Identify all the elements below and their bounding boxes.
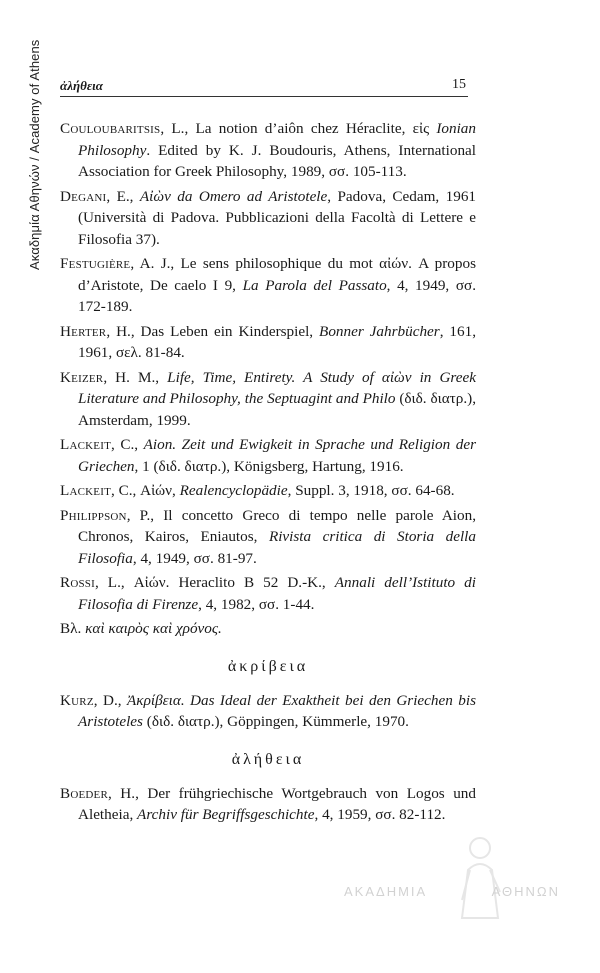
section-heading-aletheia: ἀλήθεια — [231, 750, 305, 768]
entry-title: Annali dell’Istituto di Filosofia di Firenze — [78, 574, 476, 613]
entry-title: Αἰὼν da Omero ad Aristotele — [139, 187, 328, 205]
bibliography-entry — [60, 505, 476, 570]
entry-group-aletheia — [60, 783, 476, 826]
entry-details: , 4, 1959, σσ. 82-112. — [314, 806, 446, 823]
entry-author: Festugière — [60, 255, 131, 272]
entry-title: La Parola del Passato — [242, 276, 387, 294]
entry-author: Keizer — [60, 368, 104, 386]
entry-author: Lackeit — [60, 436, 112, 453]
bibliography-entry — [60, 253, 476, 318]
entry-title: Ionian Philosophy — [78, 120, 476, 159]
entry-text: , H., Der frühgriechische Wortgebrauch von Logos und Aletheia, — [78, 784, 476, 823]
entry-details: (διδ. διατρ.), Amsterdam, 1999. — [78, 390, 476, 429]
entry-details: , Padova, Cedam, 1961 (Università di Padova. Pubblicazioni della Facoltà di Lettere e Filosofia 37). — [78, 187, 477, 248]
entry-title: Aion. Zeit und Ewigkeit in Sprache und Religion der Griechen — [78, 436, 476, 475]
bibliography-entry — [60, 480, 476, 502]
entry-author: Couloubaritsis — [60, 120, 161, 137]
bibliography-entry — [60, 783, 476, 826]
bibliography-entry — [60, 690, 476, 733]
bibliography-entry — [60, 321, 476, 364]
entry-author: Rossi — [60, 574, 95, 591]
see-also-terms: καὶ καιρὸς καὶ χρόνος. — [85, 620, 222, 637]
section-heading-akribeia: ἀκρίβεια — [227, 657, 309, 675]
entry-title: Ἀκρίβεια. Das Ideal der Exaktheit bei den Griechen bis Aristoteles — [78, 691, 476, 730]
entry-author: Degani — [60, 187, 107, 205]
watermark-word-2: ΑΘΗΝΩΝ — [491, 884, 560, 899]
entry-author: Kurz — [60, 691, 94, 709]
watermark-word-1: ΑΚΑΔΗΜΙΑ — [344, 884, 428, 899]
bibliography-entry — [60, 118, 476, 183]
academy-seal-watermark-icon — [440, 830, 520, 920]
entry-title: Archiv für Begriffsgeschichte — [137, 806, 315, 823]
entry-title: Realencyclopädie — [179, 482, 288, 499]
entry-text: , H. M., — [103, 368, 168, 386]
entry-details: , 4, 1949, σσ. 172-189. — [78, 276, 476, 315]
entry-text: , E., — [106, 187, 140, 205]
side-archive-label: Ακαδημία Αθηνών / Academy of Athens — [27, 39, 42, 270]
entry-text: , P., Il concetto Greco di tempo nelle parole Aion, Chronos, Kairos, Eniautos, — [78, 506, 476, 545]
entry-text: , L., La notion d’aiôn chez Héraclite, εἰς — [160, 120, 437, 137]
academy-watermark — [344, 884, 560, 899]
entry-title: Life, Time, Entirety. A Study of αἰὼν in Greek Literature and Philosophy, the Septuagint and Philo — [78, 368, 476, 407]
page-number: 15 — [452, 77, 466, 92]
entry-details: (διδ. διατρ.), Göppingen, Kümmerle, 1970. — [142, 713, 409, 730]
bibliography-entry — [60, 434, 476, 477]
entry-text: , A. J., Le sens philosophique du mot αἰών. A propos d’Aristote, De caelo I 9, — [78, 255, 476, 294]
entry-text: , C., Αἰών, — [111, 482, 180, 499]
running-head — [60, 78, 468, 97]
entry-details: , 1 (διδ. διατρ.), Königsberg, Hartung, 1916. — [134, 457, 404, 475]
entry-details: , 161, 1961, σελ. 81-84. — [78, 322, 477, 361]
entry-title: Bonner Jahrbücher — [319, 322, 440, 340]
bibliography-entry — [60, 186, 476, 251]
running-head-title: ἀλήθεια — [60, 78, 103, 93]
entry-details: , 4, 1949, σσ. 81-97. — [132, 549, 257, 567]
entry-author: Boeder — [60, 784, 108, 802]
entry-group-akribeia — [60, 690, 476, 733]
entry-group-aion — [60, 118, 476, 615]
entry-text: , H., Das Leben ein Kinderspiel, — [106, 322, 320, 340]
entry-author: Lackeit — [60, 482, 112, 499]
entry-text: , C., — [111, 436, 144, 453]
entry-title: Rivista critica di Storia della Filosofia — [78, 528, 476, 567]
entry-text: , D., — [93, 691, 127, 709]
entry-author: Herter — [60, 322, 107, 340]
see-also-note — [60, 618, 476, 640]
entry-author: Philippson — [60, 506, 127, 524]
entry-details: . Edited by K. J. Boudouris, Athens, International Association for Greek Philosophy, 1989, σσ. 105-113. — [78, 141, 476, 180]
see-also-prefix: Βλ. — [60, 620, 86, 637]
entry-text: , L., Αἰών. Heraclito B 52 D.-K., — [94, 574, 335, 591]
bibliography-body — [60, 118, 476, 829]
bibliography-entry — [60, 367, 476, 432]
entry-details: , 4, 1982, σσ. 1-44. — [198, 595, 315, 613]
entry-details: , Suppl. 3, 1918, σσ. 64-68. — [287, 482, 455, 499]
bibliography-entry — [60, 572, 476, 615]
